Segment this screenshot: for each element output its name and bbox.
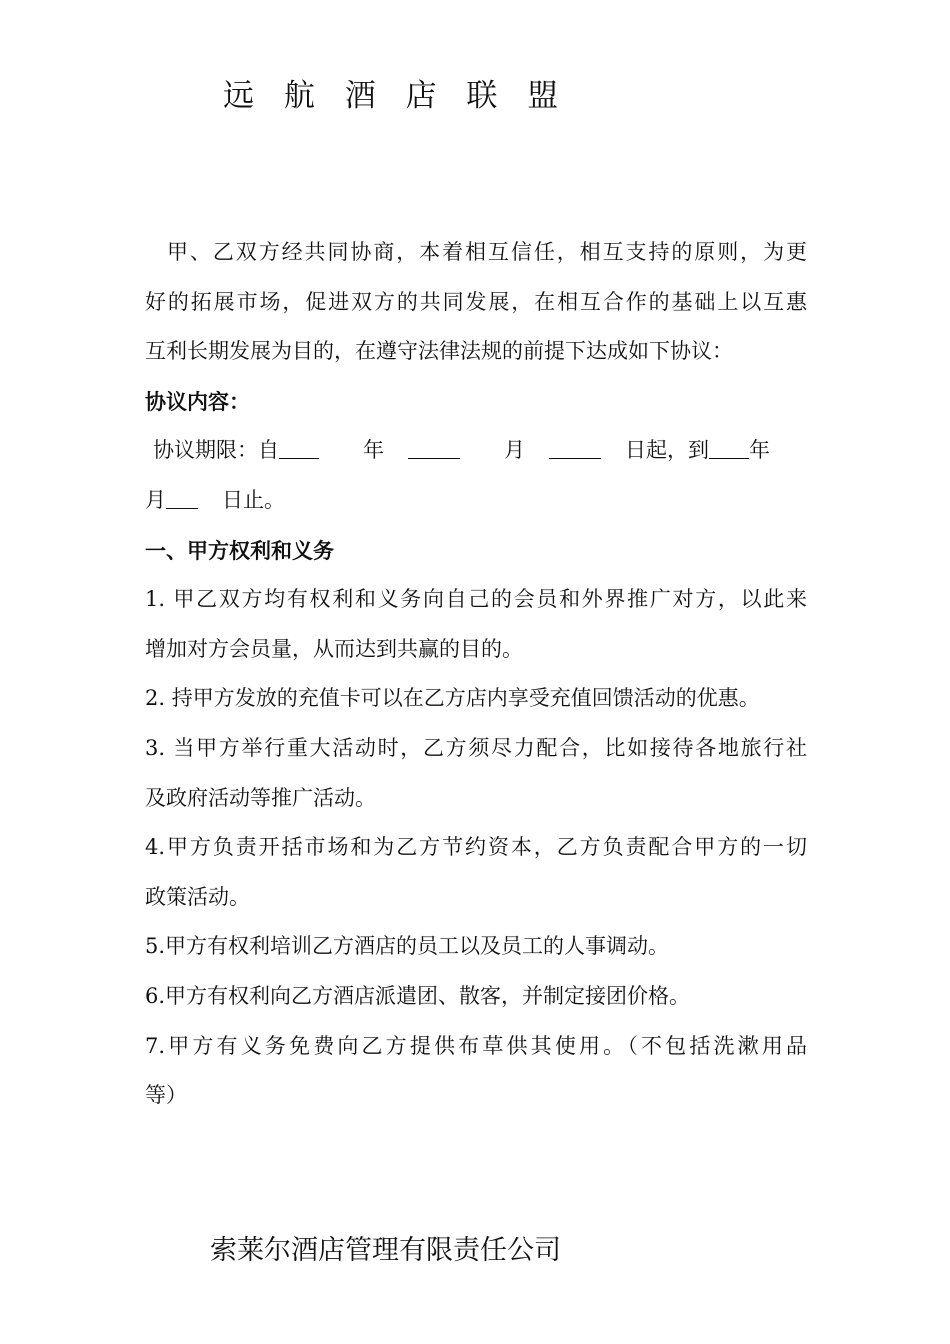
term-month2-label: 月 [145, 487, 166, 512]
company-name: 索莱尔酒店管理有限责任公司 [210, 1235, 561, 1266]
term-blank-start-year [279, 434, 319, 459]
document-body [145, 228, 807, 1121]
item-7-line-1: 7.甲方有义务免费向乙方提供布草供其使用。（不包括洗漱用品 [145, 1033, 807, 1058]
intro-line-1: 甲、乙双方经共同协商，本着相互信任，相互支持的原则，为更 [167, 240, 807, 264]
item-4-line-2: 政策活动。 [145, 884, 250, 909]
term-blank-start-month [408, 434, 460, 459]
term-year-label: 年 [363, 438, 384, 463]
item-1-line-2: 增加对方会员量，从而达到共赢的目的。 [145, 636, 523, 661]
item-6: 6.甲方有权利向乙方酒店派遣团、散客，并制定接团价格。 [145, 983, 691, 1008]
term-day-end-label: 日止。 [222, 487, 285, 512]
section1-heading: 一、甲方权利和义务 [145, 537, 334, 563]
item-4-line-1: 4.甲方负责开括市场和为乙方节约资本，乙方负责配合甲方的一切 [145, 835, 807, 860]
item-3-line-1: 3. 当甲方举行重大活动时，乙方须尽力配合，比如接待各地旅行社 [145, 735, 807, 760]
document-title: 远 航 酒 店 联 盟 [223, 78, 569, 114]
term-month-label: 月 [504, 438, 525, 463]
term-day-start-label: 日起，到 [625, 438, 709, 463]
term-line-2 [145, 476, 807, 526]
term-year2-label: 年 [749, 438, 770, 463]
item-1-line-1: 1. 甲乙双方均有权利和义务向自己的会员和外界推广对方，以此来 [145, 587, 807, 612]
term-prefix: 协议期限：自 [153, 438, 279, 463]
term-blank-end-month [166, 484, 198, 509]
term-line-1 [145, 426, 807, 476]
item-5: 5.甲方有权利培训乙方酒店的员工以及员工的人事调动。 [145, 934, 670, 959]
intro-line-3: 互利长期发展为目的，在遵守法律法规的前提下达成如下协议： [145, 339, 733, 364]
term-blank-end-year [709, 434, 749, 459]
item-3-line-2: 及政府活动等推广活动。 [145, 785, 376, 810]
agreement-heading: 协议内容： [145, 388, 250, 414]
term-blank-start-day [549, 434, 601, 459]
intro-line-2: 好的拓展市场，促进双方的共同发展，在相互合作的基础上以互惠 [145, 289, 807, 314]
item-2: 2. 持甲方发放的充值卡可以在乙方店内享受充值回馈活动的优惠。 [145, 686, 760, 711]
item-7-line-2: 等） [145, 1083, 187, 1108]
